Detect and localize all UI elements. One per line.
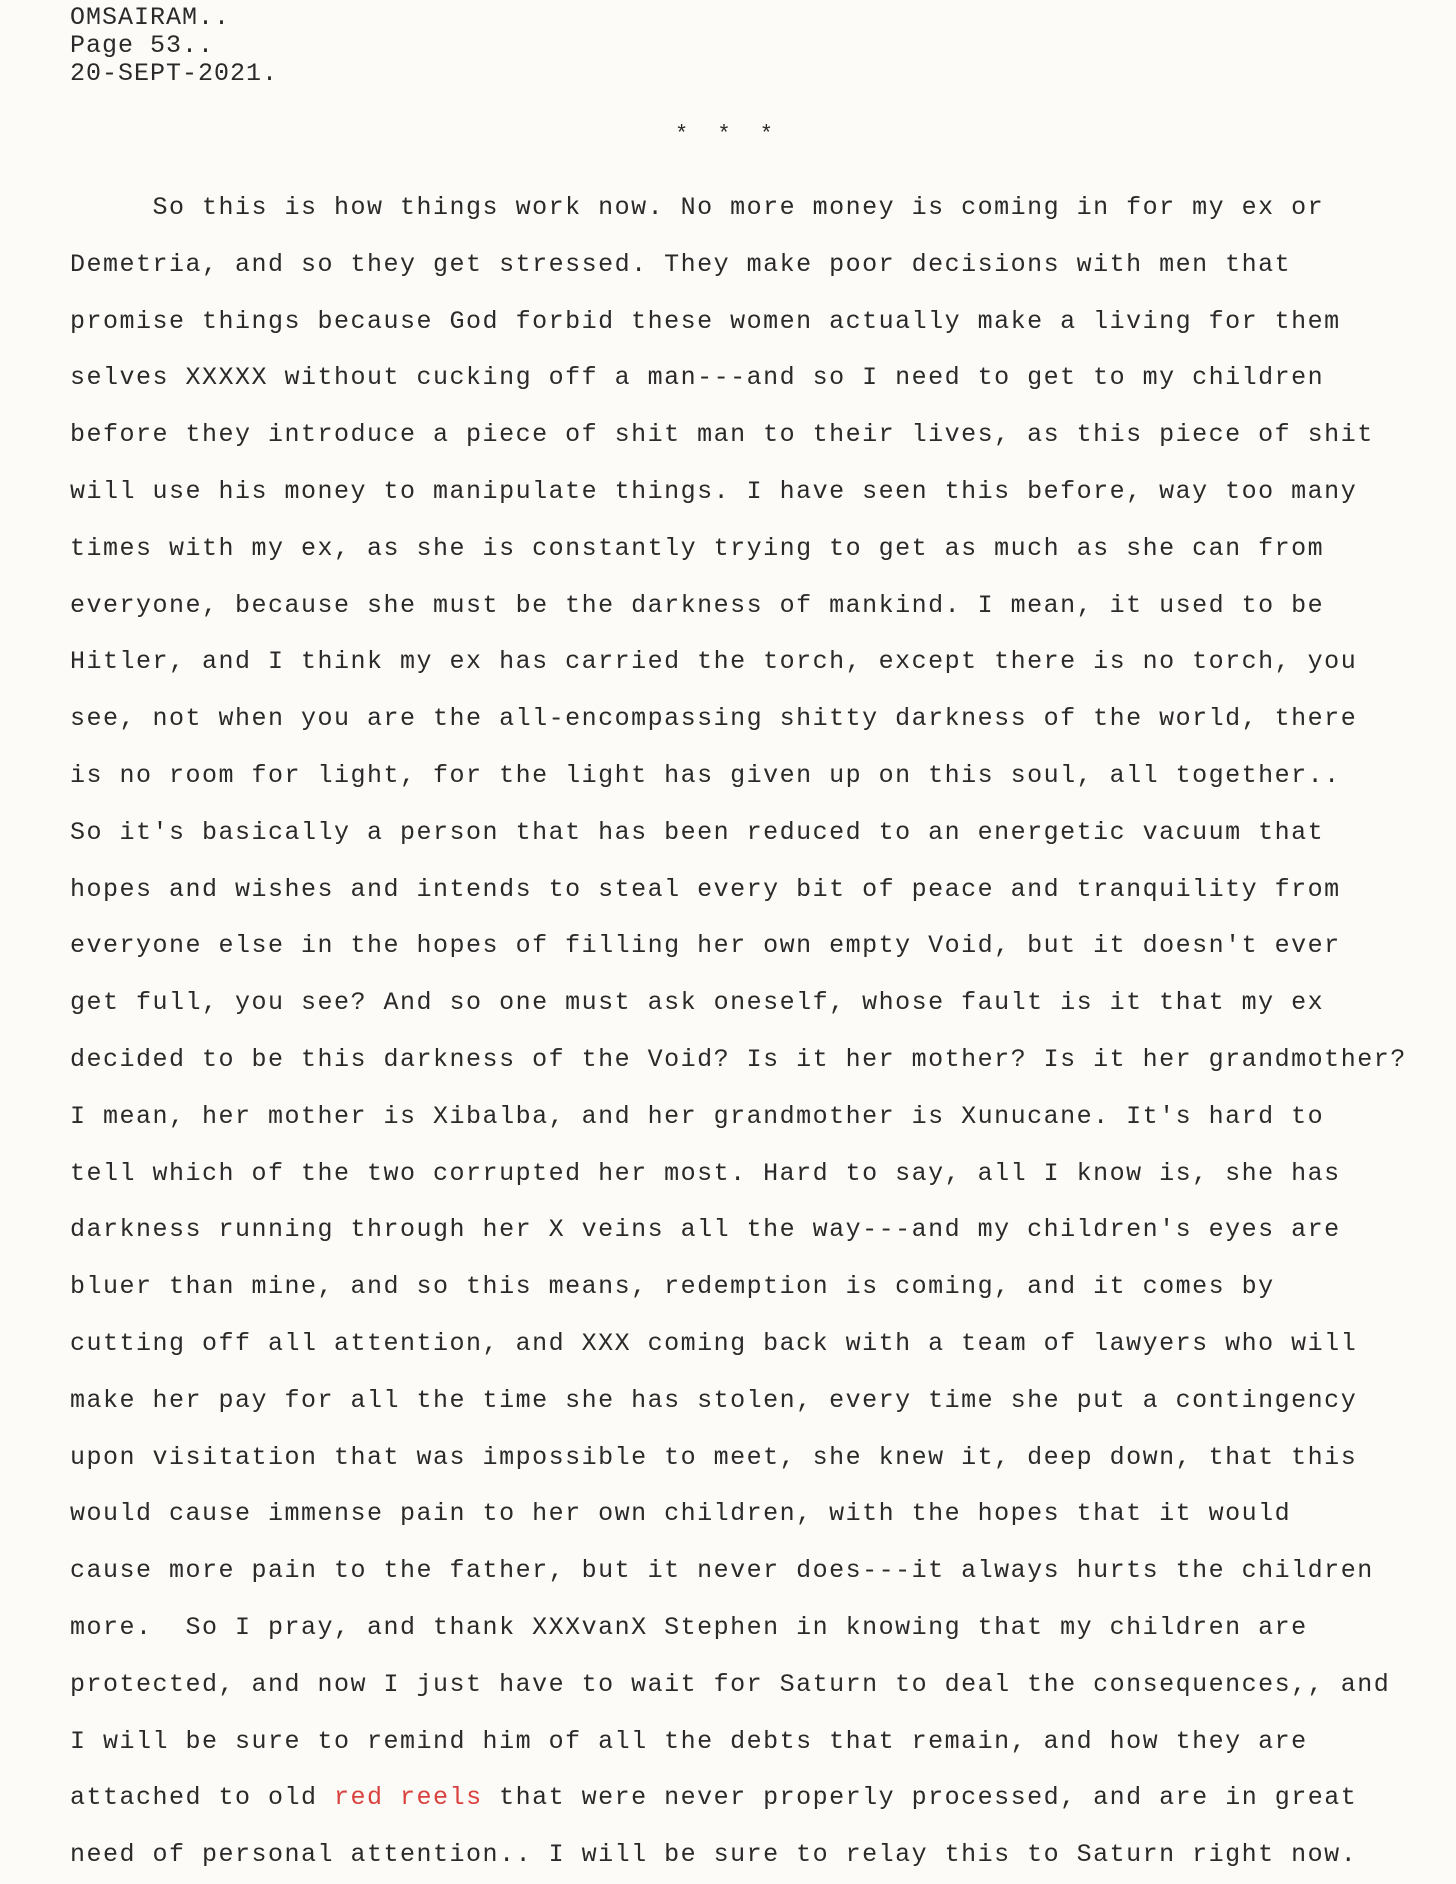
text-line: need of personal attention.. I will be sure to relay this to Saturn right now. [70,1840,1358,1870]
page-header [70,4,278,88]
text-line: Hitler, and I think my ex has carried the torch, except there is no torch, you [70,647,1358,677]
text-line: So it's basically a person that has been reduced to an energetic vacuum that [70,817,1325,847]
text-line: Demetria, and so they get stressed. They make poor decisions with men that [70,249,1292,279]
text-line: cause more pain to the father, but it never does---it always hurts the children [70,1556,1374,1586]
text-line: I will be sure to remind him of all the debts that remain, and how they are [70,1726,1308,1756]
text-line: everyone, because she must be the darkness of mankind. I mean, it used to be [70,590,1325,620]
text-line: tell which of the two corrupted her most. Hard to say, all I know is, she has [70,1158,1341,1188]
text-line: upon visitation that was impossible to meet, she knew it, deep down, that this [70,1442,1358,1472]
text-line: darkness running through her X veins all the way---and my children's eyes are [70,1215,1341,1245]
text-line: cutting off all attention, and XXX coming back with a team of lawyers who will [70,1328,1358,1358]
text-line: more. So I pray, and thank XXXvanX Stephen in knowing that my children are [70,1612,1308,1642]
text-line: is no room for light, for the light has given up on this soul, all together.. [70,760,1341,790]
section-divider: * * * [674,122,781,147]
text-line: before they introduce a piece of shit man to their lives, as this piece of shit [70,420,1374,450]
header-title: OMSAIRAM.. [70,3,231,32]
text-line: would cause immense pain to her own children, with the hopes that it would [70,1499,1292,1529]
text-line: I mean, her mother is Xibalba, and her grandmother is Xunucane. It's hard to [70,1101,1325,1131]
text-line: decided to be this darkness of the Void? Is it her mother? Is it her grandmother? [70,1044,1407,1074]
text-line: get full, you see? And so one must ask oneself, whose fault is it that my ex [70,988,1325,1018]
header-page-number: Page 53.. [70,31,215,60]
body-text [70,180,1430,1884]
text-line: bluer than mine, and so this means, redemption is coming, and it comes by [70,1272,1275,1302]
text-line: promise things because God forbid these women actually make a living for them [70,306,1341,336]
red-highlight-text: red reels [334,1783,483,1813]
text-line: see, not when you are the all-encompassing shitty darkness of the world, there [70,704,1358,734]
text-line: everyone else in the hopes of filling her own empty Void, but it doesn't ever [70,931,1341,961]
text-segment: attached to old [70,1783,335,1813]
text-line: will use his money to manipulate things. I have seen this before, way too many [70,476,1358,506]
header-date: 20-SEPT-2021. [70,59,279,88]
text-line: times with my ex, as she is constantly trying to get as much as she can from [70,533,1325,563]
text-line: So this is how things work now. No more money is coming in for my ex or [70,193,1325,222]
text-line: hopes and wishes and intends to steal every bit of peace and tranquility from [70,874,1341,904]
text-line-with-highlight [70,1770,1430,1827]
text-line: selves XXXXX without cucking off a man---and so I need to get to my children [70,363,1325,393]
text-segment: that were never properly processed, and are in great [482,1783,1358,1813]
text-line: make her pay for all the time she has stolen, every time she put a contingency [70,1385,1358,1415]
text-line: protected, and now I just have to wait for Saturn to deal the consequences,, and [70,1669,1391,1699]
